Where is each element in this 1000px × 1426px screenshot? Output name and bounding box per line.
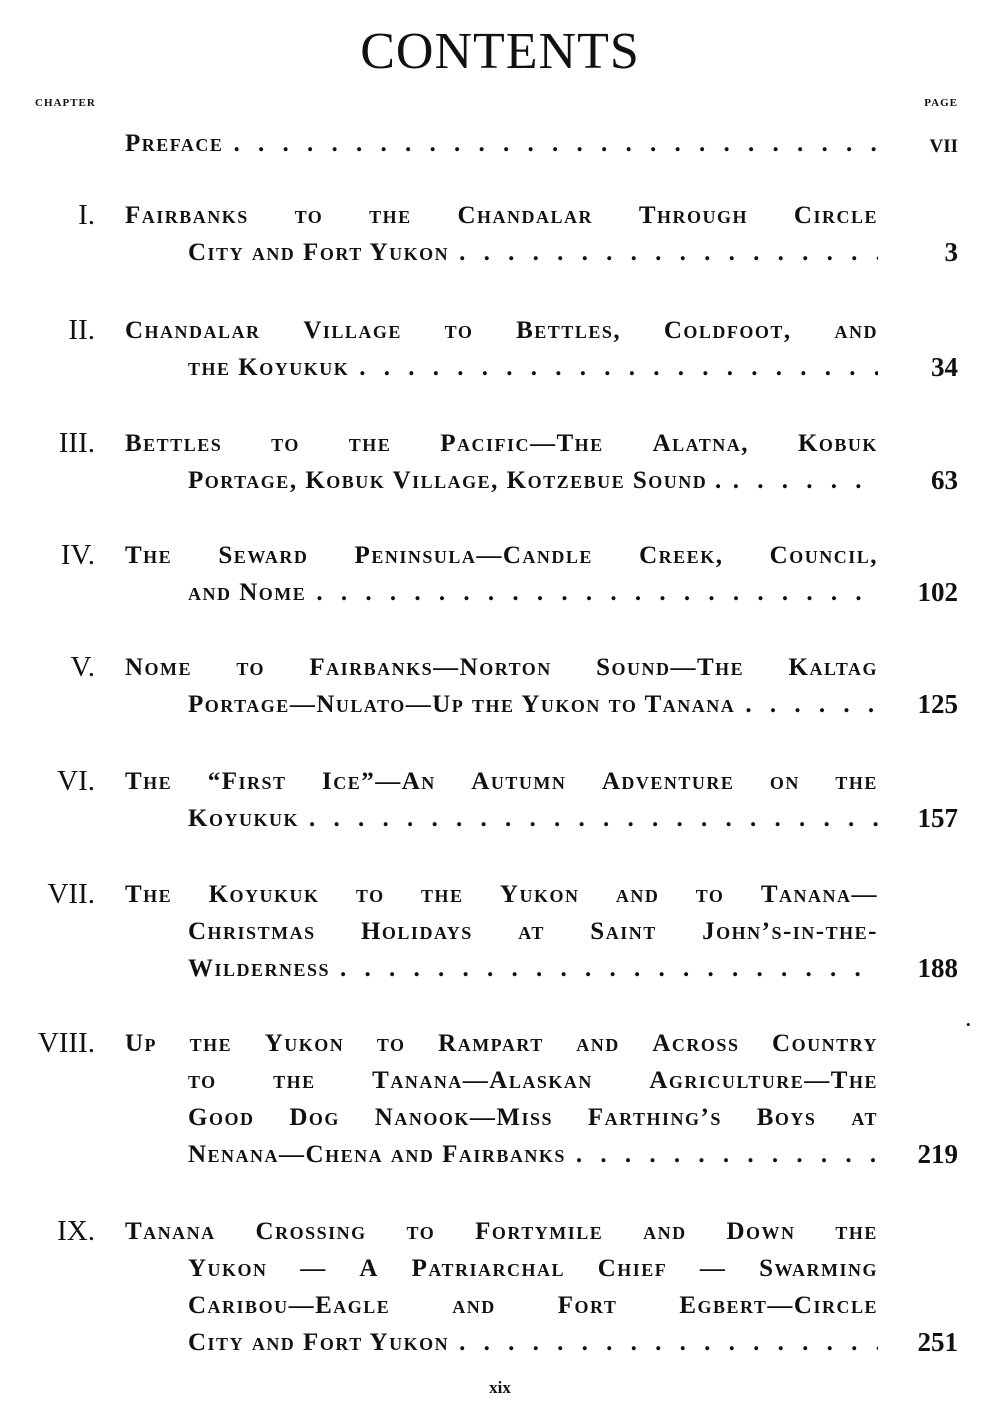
chapter-title-line: and Nome . . .	[188, 574, 878, 611]
chapter-title-line: Koyukuk . . .	[188, 800, 878, 837]
chapter-title-line: Chandalar Village to Bettles, Coldfoot, and	[125, 317, 878, 344]
dot-leader	[449, 1324, 878, 1361]
page-column-header: PAGE	[924, 97, 958, 109]
chapter-title-line: Caribou—Eagle and Fort Egbert—Circle	[188, 1292, 878, 1319]
chapter-column-header: CHAPTER	[35, 97, 96, 109]
page-number: 102	[917, 577, 958, 607]
chapter-number: I.	[78, 199, 95, 231]
chapter-title-line: Nenana—Chena and Fairbanks . . .	[188, 1136, 878, 1173]
dot-leader	[306, 574, 878, 611]
page-number: 251	[917, 1327, 958, 1357]
page-title: CONTENTS	[360, 23, 640, 80]
chapter-title-line: Portage—Nulato—Up the Yukon to Tanana . . .	[188, 686, 878, 723]
chapter-title-line: Wilderness . . .	[188, 950, 878, 987]
chapter-title-line: Good Dog Nanook—Miss Farthing’s Boys at	[188, 1104, 878, 1131]
dot-leader	[735, 686, 878, 723]
chapter-title-line: Yukon — A Patriarchal Chief — Swarming	[188, 1255, 878, 1282]
page-number: 125	[917, 689, 958, 719]
page-number: 219	[917, 1139, 958, 1169]
ink-speck: •	[966, 1017, 971, 1032]
chapter-number: VII.	[47, 878, 95, 910]
chapter-title-line: The “First Ice”—An Autumn Adventure on the	[125, 768, 878, 795]
chapter-number: V.	[70, 651, 95, 683]
chapter-title-line: City and Fort Yukon . . .	[188, 234, 878, 271]
chapter-number: IV.	[60, 539, 95, 571]
dot-leader	[449, 234, 878, 271]
chapter-title-line: Tanana Crossing to Fortymile and Down the	[125, 1218, 878, 1245]
dot-leader	[349, 349, 878, 386]
page-number: 63	[931, 465, 958, 495]
dot-leader	[723, 462, 878, 499]
chapter-title-line: Portage, Kobuk Village, Kotzebue Sound . . . .	[188, 462, 878, 499]
dot-leader	[330, 950, 878, 987]
page-number: 157	[917, 803, 958, 833]
dot-leader	[566, 1136, 878, 1173]
chapter-title-line: Christmas Holidays at Saint John’s-in-the-	[188, 918, 878, 945]
chapter-title-line: Up the Yukon to Rampart and Across Country	[125, 1030, 878, 1057]
dot-leader	[299, 800, 878, 837]
chapter-title-line: The Koyukuk to the Yukon and to Tanana—	[125, 881, 878, 908]
page-number: vii	[929, 128, 958, 158]
chapter-number: III.	[58, 427, 95, 459]
chapter-title-line: Nome to Fairbanks—Norton Sound—The Kaltag	[125, 654, 878, 681]
page-folio: xix	[489, 1378, 511, 1397]
chapter-title-line: Bettles to the Pacific—The Alatna, Kobuk	[125, 430, 878, 457]
page-number: 188	[917, 953, 958, 983]
chapter-number: IX.	[57, 1215, 95, 1247]
chapter-number: VI.	[57, 765, 95, 797]
chapter-title-line: Preface . . .	[125, 125, 878, 162]
page-number: 3	[944, 237, 958, 267]
dot-leader	[223, 125, 878, 162]
chapter-title-line: the Koyukuk . . .	[188, 349, 878, 386]
chapter-number: II.	[68, 314, 95, 346]
chapter-number: VIII.	[37, 1027, 95, 1059]
chapter-title-line: The Seward Peninsula—Candle Creek, Council,	[125, 542, 878, 569]
chapter-title-line: Fairbanks to the Chandalar Through Circle	[125, 202, 878, 229]
page-number: 34	[931, 352, 958, 382]
chapter-title-line: City and Fort Yukon . . .	[188, 1324, 878, 1361]
chapter-title-line: to the Tanana—Alaskan Agriculture—The	[188, 1067, 878, 1094]
